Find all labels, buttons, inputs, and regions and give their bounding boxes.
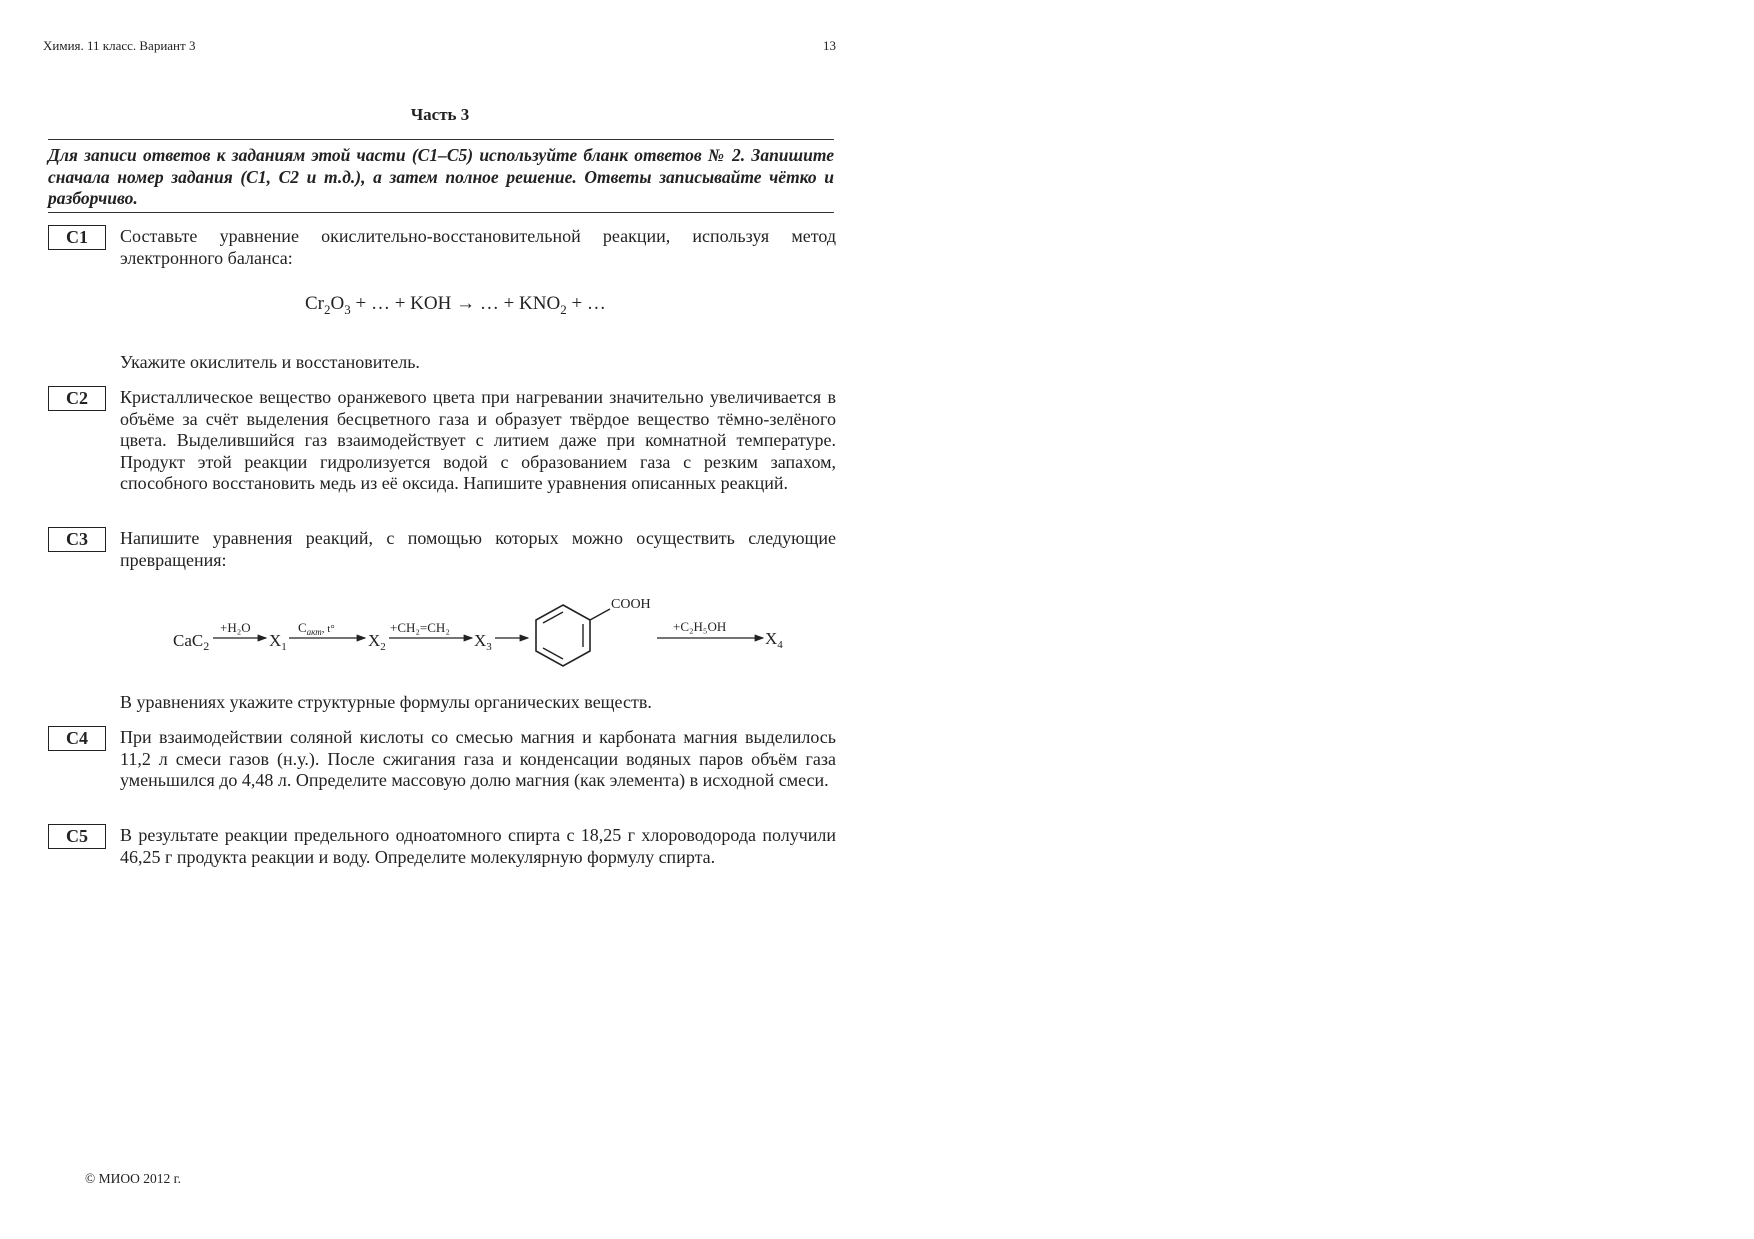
scheme-reagent-2: $C_{акт}^{, t^\circ}$ <box>298 620 335 637</box>
task-number-c2: С2 <box>48 386 106 411</box>
eq-subscript: 3 <box>344 302 351 317</box>
instructions-bottom-rule <box>48 212 834 213</box>
scheme-reagent-4: +C₂H₅OH <box>673 619 727 634</box>
part-title: Часть 3 <box>410 105 470 124</box>
eq-part: + … <box>566 293 606 314</box>
scheme-x4: $X_4$ <box>765 629 783 651</box>
page-number: 13 <box>823 38 836 53</box>
scheme-reagent-1: +H₂O <box>220 620 251 635</box>
eq-part: + … + KOH → … + KNO <box>350 293 561 314</box>
instructions-top-rule <box>48 139 834 140</box>
benzoic-acid-structure <box>536 597 651 666</box>
task-c3-text: Напишите уравнения реакций, с помощью которых можно осуществить следующие превращения: <box>120 528 836 570</box>
transformation-scheme <box>165 585 805 675</box>
carboxyl-group-label: COOH <box>611 597 651 612</box>
task-number-c1: С1 <box>48 225 106 250</box>
task-c1-text: Составьте уравнение окислительно-восстановительной реакции, используя метод электронного баланса: <box>120 226 836 268</box>
task-number-c5: С5 <box>48 824 106 849</box>
scheme-start-compound: CaC$_2$ <box>173 631 210 653</box>
task-c1-equation <box>305 293 606 318</box>
copyright-footer: © МИОО 2012 г. <box>85 1171 182 1186</box>
scheme-x2: $X_2$ <box>368 631 386 653</box>
eq-subscript: 2 <box>324 302 331 317</box>
task-c4-text: При взаимодействии соляной кислоты со смесью магния и карбоната магния выделилось 11,2 л смеси газов (н.у.). После сжигания газа и конденсации водяных паров объём газа уменьшился до 4,48 л. Определите массовую долю магния (как элемента) в исходной смеси. <box>120 727 836 790</box>
scheme-x3: $X_3$ <box>474 631 492 653</box>
task-c3-followup: В уравнениях укажите структурные формулы органических веществ. <box>120 692 652 712</box>
task-c1-followup: Укажите окислитель и восстановитель. <box>120 352 420 372</box>
task-c5-text: В результате реакции предельного одноатомного спирта с 18,25 г хлороводорода получили 46,25 г продукта реакции и воду. Определите молекулярную формулу спирта. <box>120 825 836 867</box>
running-header: Химия. 11 класс. Вариант 3 <box>43 38 196 53</box>
instructions: Для записи ответов к заданиям этой части (С1–С5) используйте бланк ответов № 2. Запишите сначала номер задания (С1, С2 и т.д.), а затем полное решение. Ответы записывайте чётко и разборчиво. <box>48 145 834 208</box>
scheme-reagent-3: +CH₂=CH₂ <box>390 620 450 635</box>
task-number-c3: С3 <box>48 527 106 552</box>
scheme-x1: $X_1$ <box>269 631 287 653</box>
task-c2-text: Кристаллическое вещество оранжевого цвета при нагревании значительно увеличивается в объёме за счёт выделения бесцветного газа и образует твёрдое вещество тёмно-зелёного цвета. Выделившийся газ взаимодействует с литием даже при комнатной температуре. Продукт этой реакции гидролизуется водой с образованием газа с резким запахом, способного восстановить медь из её оксида. Напишите уравнения описанных реакций. <box>120 387 836 493</box>
task-number-c4: С4 <box>48 726 106 751</box>
eq-part: Cr <box>305 293 324 314</box>
eq-subscript: 2 <box>560 302 567 317</box>
eq-part: O <box>330 293 345 314</box>
